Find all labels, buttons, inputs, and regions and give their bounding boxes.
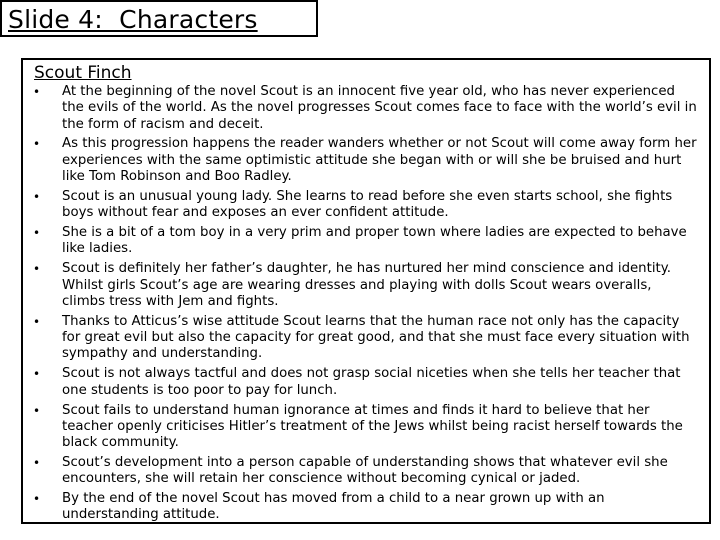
bullet-dot-icon: • — [33, 85, 41, 99]
bullet-text: By the end of the novel Scout has moved from a child to a near grown up with an understanding attitude. — [62, 491, 605, 523]
bullet-dot-icon: • — [33, 262, 41, 277]
bullet-dot-icon: • — [33, 314, 41, 329]
bullet-text: Scout is definitely her father’s daughter, he has nurtured her mind conscience and identity. Whilst girls Scout’s age are wearing dresses and playing with dolls Scout wears overalls, climbs tress with Jem and fights. — [62, 261, 671, 309]
bullet-item — [23, 84, 709, 133]
bullet-text: Thanks to Atticus’s wise attitude Scout learns that the human race not only has the capacity for great evil but also the capacity for great good, and that she must face every situation with sympathy and understanding. — [62, 313, 690, 362]
bullet-text: As this progression happens the reader wanders whether or not Scout will come away form her experiences with the same optimistic attitude she began with or will she be bruised and hurt like Tom Robinson and Boo Radley. — [62, 136, 697, 185]
bullet-text: Scout is an unusual young lady. She learns to read before she even starts school, she fights boys without fear and exposes an ever confident attitude. — [62, 188, 673, 221]
section-subtitle: Scout Finch — [34, 63, 132, 83]
bullet-dot-icon: • — [33, 492, 41, 507]
bullet-item — [23, 403, 709, 452]
bullet-item — [23, 136, 709, 185]
bullet-item — [23, 189, 709, 222]
bullet-text: At the beginning of the novel Scout is an innocent five year old, who has never experienced the evils of the world. As the novel progresses Scout comes face to face with the world’s evil in the form of racism and deceit. — [62, 84, 697, 132]
bullet-text: Scout’s development into a person capable of understanding shows that whatever evil she encounters, she will retain her conscience without becoming cynical or jaded. — [62, 454, 668, 487]
bullet-item — [23, 314, 709, 363]
bullet-dot-icon: • — [33, 455, 41, 470]
bullet-text: Scout fails to understand human ignorance at times and finds it hard to believe that her teacher openly criticises Hitler’s treatment of the Jews whilst being racist herself towards the black community. — [62, 402, 683, 451]
slide-title-box — [0, 0, 318, 37]
slide-title: Slide 4: Characters — [8, 5, 258, 34]
bullet-dot-icon: • — [33, 189, 41, 204]
bullet-dot-icon: • — [33, 137, 41, 152]
bullet-list — [23, 84, 709, 527]
bullet-item — [23, 261, 709, 310]
bullet-text: She is a bit of a tom boy in a very prim and proper town where ladies are expected to behave like ladies. — [62, 225, 687, 257]
bullet-dot-icon: • — [33, 226, 41, 241]
bullet-item — [23, 366, 709, 399]
bullet-item — [23, 491, 709, 524]
bullet-text: Scout is not always tactful and does not grasp social niceties when she tells her teacher that one students is too poor to pay for lunch. — [62, 366, 681, 398]
content-box — [21, 58, 711, 524]
bullet-item — [23, 225, 709, 258]
bullet-dot-icon: • — [33, 367, 41, 382]
bullet-dot-icon: • — [33, 403, 41, 418]
bullet-item — [23, 455, 709, 488]
